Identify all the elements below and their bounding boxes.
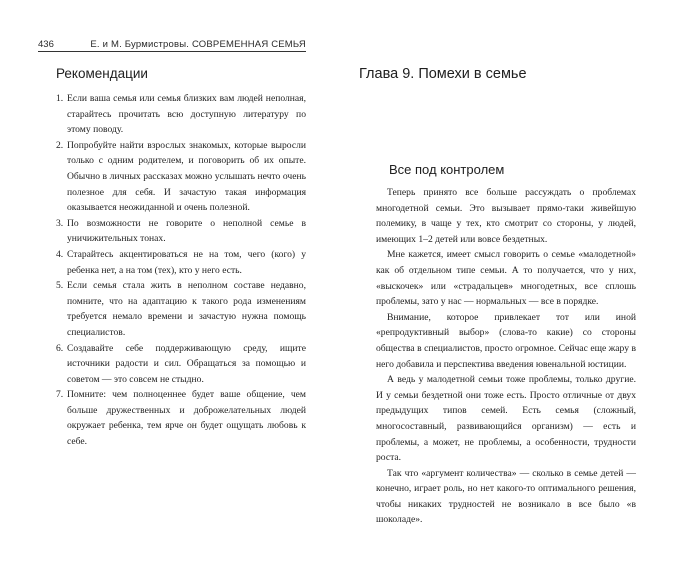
header-rule <box>38 51 306 52</box>
paragraph: А ведь у малодетной семьи тоже проблемы, только другие. И у семьи бездетной они тоже есть. Просто отличные от двух предыдущих типов семей. Есть семья (сложный, многосоставный, развивающийся организм) — есть и проблемы, а может, не проблемы, а особенности, трудности роста. <box>376 374 636 464</box>
paragraph: Внимание, которое привлекает тот или иной «репродуктивный выбор» (слова-то какие) со стороны общества в специалистов, просто огромное. Сейчас еще жару в него добавила и перспектива введения ювенальной юстиции. <box>376 311 636 370</box>
recommendation-item <box>56 216 306 247</box>
section-heading: Рекомендации <box>56 66 148 81</box>
recommendation-item <box>56 138 306 216</box>
item-text: Старайтесь акцентироваться не на том, чего (кого) у ребенка нет, а на том (тех), кто у него есть. <box>67 248 306 276</box>
item-number: 6. <box>56 342 64 354</box>
recommendation-item <box>56 91 306 138</box>
item-text: Если ваша семья или семья близких вам людей неполная, старайтесь прочитать всю доступную литературу по этому поводу. <box>67 93 306 136</box>
paragraph: Теперь принято все больше рассуждать о проблемах многодетной семьи. Это вызывает прямо-таки живейшую полемику, в чаще у тех, кто смотрит со стороны, у людей, имеющих 1–2 детей или вовсе бездетных. <box>376 187 636 245</box>
item-number: 5. <box>56 280 64 292</box>
recommendations-list <box>56 91 306 450</box>
recommendation-item <box>56 278 306 340</box>
recommendation-item <box>56 387 306 449</box>
item-number: 1. <box>56 93 64 104</box>
running-head <box>38 36 306 52</box>
item-text: По возможности не говорите о неполной семье в уничижительных тонах. <box>67 217 306 245</box>
left-page <box>0 0 340 567</box>
item-text: Попробуйте найти взрослых знакомых, которые выросли только с одним родителем, и поговорить об их опыте. Обычно в личных рассказах можно услышать нечто очень полезное для себя. И зачастую такая информация оказывается неожиданной и очень полезной. <box>67 139 306 214</box>
body-text <box>376 185 636 528</box>
item-number: 7. <box>56 389 64 401</box>
item-number: 3. <box>56 217 64 229</box>
paragraph: Так что «аргумент количества» — сколько в семье детей — конечно, играет роль, но нет какого-то оптимального решения, чтобы никаких трудностей не возникало в все было «в шоколаде». <box>376 467 636 526</box>
subsection-title: Все под контролем <box>389 162 505 177</box>
item-text: Если семья стала жить в неполном составе недавно, помните, что на адаптацию к такого рода изменениям требуется немало времени и зачастую нужна помощь специалистов. <box>67 280 306 338</box>
right-page <box>341 0 681 567</box>
item-number: 2. <box>56 139 64 151</box>
item-text: Помните: чем полноценнее будет ваше общение, чем больше дружественных и доброжелательных людей окружает ребенка, тем ярче он будет ощущать любовь к себе. <box>67 389 306 448</box>
running-title: Е. и М. Бурмистровы. СОВРЕМЕННАЯ СЕМЬЯ <box>90 39 306 50</box>
page-number: 436 <box>38 39 54 50</box>
item-text: Создавайте себе поддерживающую среду, ищите источники радости и сил. Обращаться за помощью и советом — это совсем не стыдно. <box>67 342 306 385</box>
item-number: 4. <box>56 248 64 260</box>
recommendation-item <box>56 341 306 388</box>
recommendation-item <box>56 247 306 278</box>
paragraph: Мне кажется, имеет смысл говорить о семье «малодетной» как об отдельном типе семьи. А то получается, что у них, «выскочек» или «страдальцев» многодетных, все сплошь проблемы, зато у нас — нормальных — все в порядке. <box>376 249 636 308</box>
chapter-title: Глава 9. Помехи в семье <box>359 66 527 82</box>
